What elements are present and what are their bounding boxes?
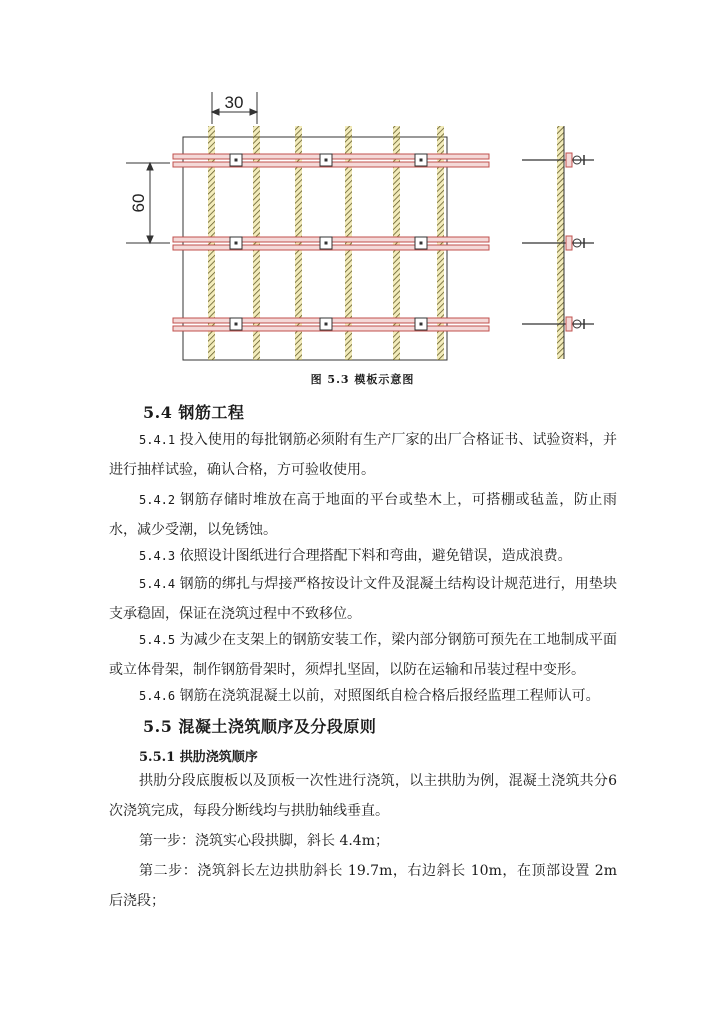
clause-number: 5.4.5	[139, 633, 176, 647]
clause-text: 钢筋在浇筑混凝土以前，对照图纸自检合格后报经监理工程师认可。	[175, 688, 600, 704]
clause-number: 5.4.4	[139, 577, 176, 591]
paragraph-5-4-5	[109, 625, 617, 685]
dimension-30-label: 30	[224, 93, 244, 112]
paragraph-step-2: 第二步：浇筑斜长左边拱肋斜长 19.7m，右边斜长 10m，在顶部设置 2m 后浇段；	[109, 863, 617, 909]
clause-text: 投入使用的每批钢筋必须附有生产厂家的出厂合格证书、试验资料，并进行抽样试验，确认合格，方可验收使用。	[109, 432, 617, 478]
clause-text: 依照设计图纸进行合理搭配下料和弯曲，避免错误，造成浪费。	[175, 548, 572, 564]
clause-text: 钢筋存储时堆放在高于地面的平台或垫木上，可搭棚或毡盖，防止雨水，减少受潮，以免锈蚀。	[109, 492, 617, 538]
clause-text: 钢筋的绑扎与焊接严格按设计文件及混凝土结构设计规范进行，用垫块支承稳固，保证在浇筑过程中不致移位。	[109, 576, 617, 622]
section-5-5-1-heading: 5.5.1 拱肋浇筑顺序	[139, 750, 258, 765]
section-5-5-heading: 5.5 混凝土浇筑顺序及分段原则	[143, 717, 377, 736]
clause-text: 为减少在支架上的钢筋安装工作，梁内部分钢筋可预先在工地制成平面或立体骨架，制作钢筋骨架时，须焊扎坚固，以防在运输和吊装过程中变形。	[109, 632, 617, 678]
paragraph-5-4-3	[109, 541, 617, 571]
dimension-60-label: 60	[129, 193, 148, 213]
paragraph-5-4-4	[109, 569, 617, 629]
clause-number: 5.4.2	[139, 493, 176, 507]
clause-number: 5.4.1	[139, 433, 176, 447]
section-view	[522, 126, 594, 359]
clause-number: 5.4.3	[139, 549, 176, 563]
section-5-4-heading: 5.4 钢筋工程	[143, 403, 245, 422]
formwork-diagram	[0, 0, 725, 400]
paragraph-5-4-2	[109, 485, 617, 545]
paragraph-5-4-1	[109, 425, 617, 485]
clause-number: 5.4.6	[139, 689, 176, 703]
paragraph-arch-rib: 拱肋分段底腹板以及顶板一次性进行浇筑，以主拱肋为例，混凝土浇筑共分6次浇筑完成，每段分断线均与拱肋轴线垂直。	[109, 773, 617, 819]
paragraph-step-1: 第一步：浇筑实心段拱脚，斜长 4.4m；	[139, 833, 389, 849]
paragraph-5-4-6	[109, 681, 617, 711]
figure-caption: 图 5.3 模板示意图	[310, 373, 415, 386]
